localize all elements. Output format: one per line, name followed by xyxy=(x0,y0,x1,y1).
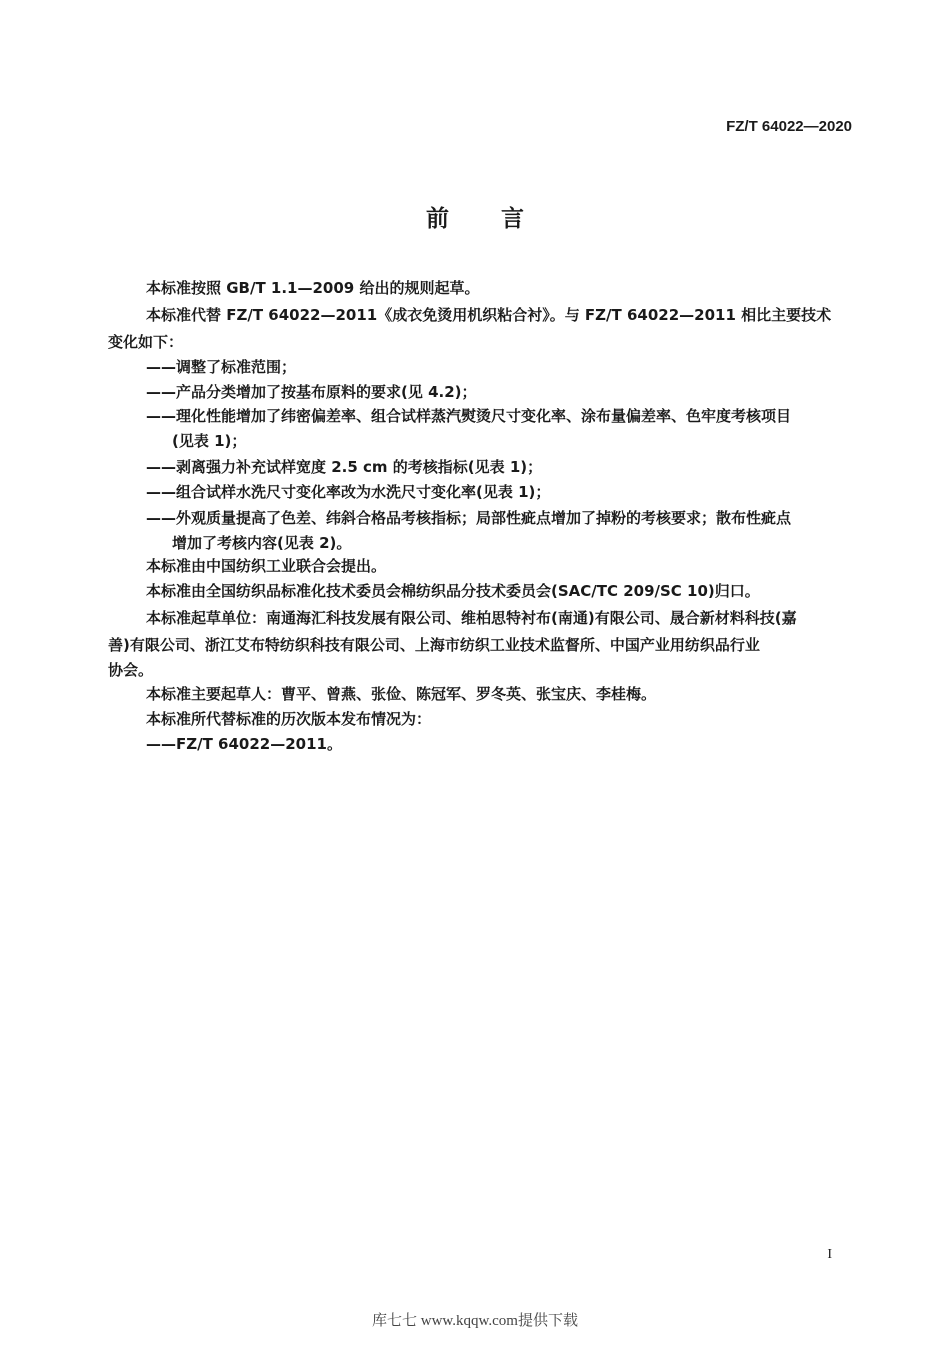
list-item: ——产品分类增加了按基布原料的要求(见 4.2)； xyxy=(146,383,477,401)
list-item: ——FZ/T 64022—2011。 xyxy=(146,735,342,753)
standard-number: FZ/T 64022—2020 xyxy=(726,118,852,135)
paragraph-line: 善)有限公司、浙江艾布特纺织科技有限公司、上海市纺织工业技术监督所、中国产业用纺织品行业 xyxy=(108,636,760,654)
paragraph-line: 本标准主要起草人：曹平、曾燕、张俭、陈冠军、罗冬英、张宝庆、李桂梅。 xyxy=(146,685,657,703)
list-item: (见表 1)； xyxy=(172,432,247,450)
list-item: ——外观质量提高了色差、纬斜合格品考核指标；局部性疵点增加了掉粉的考核要求；散布性疵点 xyxy=(146,509,792,527)
paragraph-line: 变化如下： xyxy=(108,333,184,351)
list-item: 增加了考核内容(见表 2)。 xyxy=(172,534,352,552)
page-title: 前言 xyxy=(426,206,576,232)
page-number: I xyxy=(827,1247,832,1262)
list-item: ——理化性能增加了纬密偏差率、组合试样蒸汽熨烫尺寸变化率、涂布量偏差率、色牢度考核项目 xyxy=(146,407,792,425)
paragraph-line: 本标准起草单位：南通海汇科技发展有限公司、维柏思特衬布(南通)有限公司、晟合新材料科技(嘉 xyxy=(146,609,797,627)
list-item: ——调整了标准范围； xyxy=(146,358,297,376)
paragraph-line: 本标准所代替标准的历次版本发布情况为： xyxy=(146,710,432,728)
list-item: ——剥离强力补充试样宽度 2.5 cm 的考核指标(见表 1)； xyxy=(146,458,543,476)
paragraph-line: 本标准由中国纺织工业联合会提出。 xyxy=(146,557,387,575)
watermark: 库七七 www.kqqw.com提供下载 xyxy=(372,1313,578,1329)
list-item: ——组合试样水洗尺寸变化率改为水洗尺寸变化率(见表 1)； xyxy=(146,483,551,501)
paragraph-line: 本标准代替 FZ/T 64022—2011《成衣免烫用机织粘合衬》。与 FZ/T 64022—2011 相比主要技术 xyxy=(146,306,832,324)
paragraph-line: 本标准按照 GB/T 1.1—2009 给出的规则起草。 xyxy=(146,279,480,297)
paragraph-line: 协会。 xyxy=(108,661,154,679)
paragraph-line: 本标准由全国纺织品标准化技术委员会棉纺织品分技术委员会(SAC/TC 209/SC 10)归口。 xyxy=(146,582,760,600)
